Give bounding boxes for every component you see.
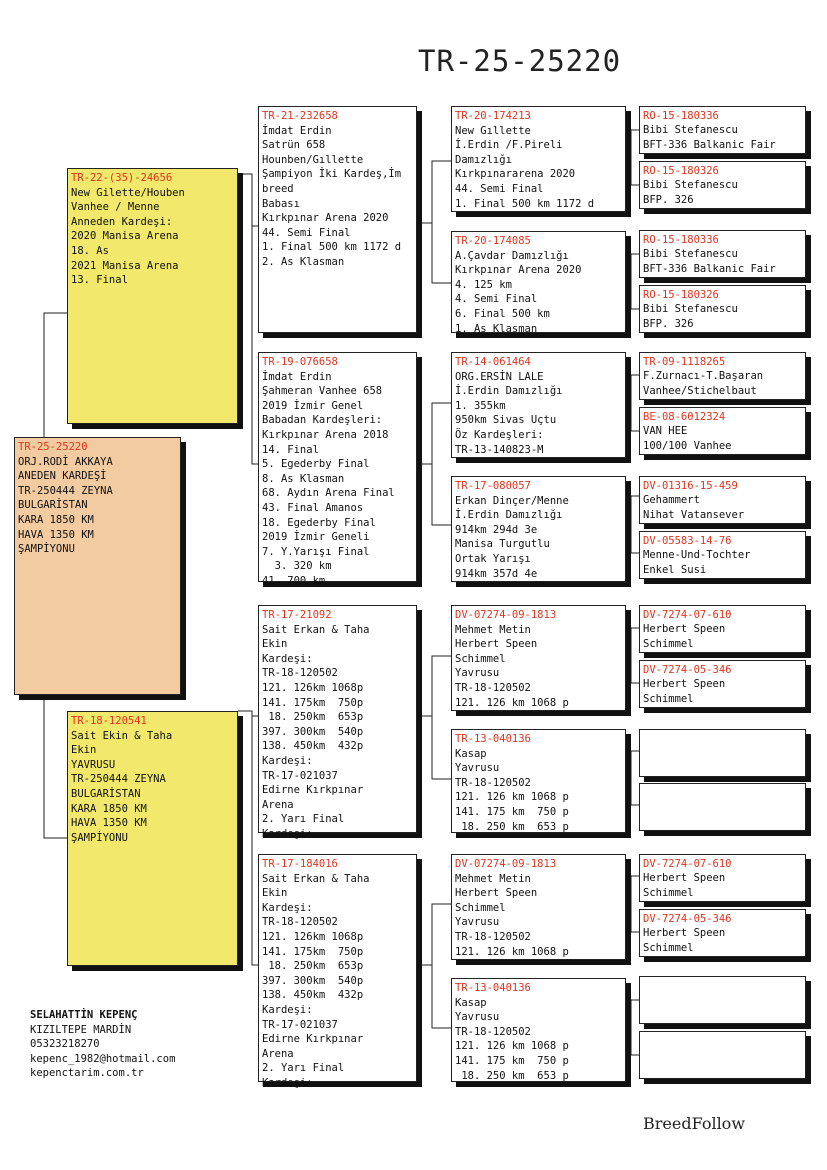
card-line: BFT-336 Balkanic Fair — [643, 262, 776, 275]
card-line: Ekin — [262, 638, 288, 651]
card-line: 141. 175km 750p — [262, 945, 364, 958]
ring-number: TR-17-080057 — [455, 480, 531, 492]
owner-info — [30, 1008, 175, 1081]
card-line: İ.Erdin Damızlığı — [455, 509, 563, 522]
card-line: 138. 450km 432p — [262, 740, 364, 753]
card-line: Sait Ekin & Taha — [71, 729, 173, 742]
card-line: İ.Erdin /F.Pireli — [455, 139, 563, 152]
card-line: 397. 300km 540p — [262, 974, 364, 987]
card-line: Babadan Kardeşleri: — [262, 414, 383, 427]
card-line: 141. 175 km 750 p — [455, 1054, 569, 1067]
card-line: 121. 126km 1068p — [262, 681, 364, 694]
card-line: Damızlığı — [455, 153, 512, 166]
card-line: A.Çavdar Damızlığı — [455, 249, 569, 262]
card-line: TR-18-120502 — [455, 930, 531, 943]
card-line: TR-13-140823-M — [455, 443, 544, 456]
card-line: Schimmel — [643, 692, 694, 705]
card-line: 5. Egederby Final — [262, 458, 370, 471]
card-line: Kırkpınar Arena 2020 — [455, 264, 582, 277]
ring-number: TR-09-1118265 — [643, 356, 726, 368]
pedigree-card-gen5-3[interactable] — [639, 230, 806, 278]
card-line: BFT-336 Balkanic Fair — [643, 138, 776, 151]
card-line: 44. Semi Final — [455, 182, 544, 195]
card-line: BULGARİSTAN — [18, 499, 88, 512]
pedigree-card-gen4-5[interactable] — [451, 605, 626, 711]
card-line: 914km 294d 3e — [455, 523, 538, 536]
card-line: 138. 450km 432p — [262, 989, 364, 1002]
card-line: ORJ.RODİ AKKAYA — [18, 455, 113, 468]
card-line: Schimmel — [643, 886, 694, 899]
pedigree-card-sire[interactable] — [67, 168, 238, 424]
ring-number: RO-15-180336 — [643, 110, 719, 122]
card-line: Schimmel — [643, 637, 694, 650]
ring-number: TR-20-174085 — [455, 235, 531, 247]
ring-number: DV-07274-09-1813 — [455, 858, 557, 870]
card-line: Schimmel — [455, 901, 506, 914]
card-line: 1. As Klasman — [455, 322, 538, 335]
pedigree-card-gen4-4[interactable] — [451, 476, 626, 582]
pedigree-card-sire-sire[interactable] — [258, 106, 417, 333]
card-line: TR-18-120502 — [262, 667, 338, 680]
pedigree-card-gen5-5[interactable] — [639, 352, 806, 400]
ring-number: DV-7274-07-610 — [643, 858, 732, 870]
card-line: Herbert Speen — [643, 623, 726, 636]
ring-number: TR-17-21092 — [262, 609, 332, 621]
card-line: Kardeşi: — [262, 1076, 313, 1089]
ring-number: TR-18-120541 — [71, 715, 147, 727]
card-line: TR-18-120502 — [455, 681, 531, 694]
card-line: 18. 250 km 653 p — [455, 1069, 569, 1082]
card-line: TR-18-120502 — [262, 916, 338, 929]
card-line: Anneden Kardeşi: — [71, 215, 173, 228]
page-title: TR-25-25220 — [418, 44, 622, 78]
card-line: 4. Semi Final — [455, 293, 538, 306]
card-line: 44. Semi Final — [262, 226, 351, 239]
card-line: Ekin — [262, 887, 288, 900]
card-line: TR-250444 ZEYNA — [71, 773, 166, 786]
card-line: 1. Final 500 km 1172 d — [455, 197, 595, 210]
ring-number: RO-15-180326 — [643, 289, 719, 301]
card-line: Şahmeran Vanhee 658 — [262, 385, 383, 398]
card-line: HAVA 1350 KM — [18, 528, 94, 541]
card-line: HAVA 1350 KM — [71, 817, 147, 830]
card-line: Arena — [262, 798, 294, 811]
card-line: 2019 İzmir Geneli — [262, 531, 370, 544]
card-line: 1. 355km — [455, 399, 506, 412]
card-line: 6. Final 500 km — [455, 307, 550, 320]
pedigree-card-gen4-6[interactable] — [451, 729, 626, 833]
card-line: 18. 250km 653p — [262, 960, 364, 973]
pedigree-card-gen5-10[interactable] — [639, 660, 806, 708]
card-line: Sait Erkan & Taha — [262, 872, 370, 885]
card-line: BULGARİSTAN — [71, 787, 141, 800]
pedigree-card-subject[interactable] — [14, 437, 181, 695]
card-line: 18. Egederby Final — [262, 516, 376, 529]
card-line: TR-18-120502 — [455, 776, 531, 789]
pedigree-card-gen4-1[interactable] — [451, 106, 626, 212]
pedigree-card-gen5-9[interactable] — [639, 605, 806, 653]
card-line: 2020 Manisa Arena — [71, 230, 179, 243]
pedigree-card-dam-sire[interactable] — [258, 605, 417, 840]
ring-number: RO-15-180326 — [643, 165, 719, 177]
card-line: Bibi Stefanescu — [643, 124, 738, 137]
ring-number: TR-22-(35)-24656 — [71, 172, 173, 184]
card-line: BFP. 326 — [643, 193, 694, 206]
card-line: Menne-Und-Tochter — [643, 549, 751, 562]
card-line: VAN HEE — [643, 425, 688, 438]
ring-number: DV-07274-09-1813 — [455, 609, 557, 621]
card-line: Mehmet Metin — [455, 872, 531, 885]
card-line: 2. Yarı Final — [262, 813, 345, 826]
card-line: 68. Aydın Arena Final — [262, 487, 395, 500]
card-line: BFP. 326 — [643, 317, 694, 330]
ring-number: RO-15-180336 — [643, 234, 719, 246]
card-line: YAVRUSU — [71, 758, 116, 771]
card-line: ŞAMPİYONU — [71, 831, 128, 844]
pedigree-card-dam[interactable] — [67, 711, 238, 966]
card-line: 141. 175km 750p — [262, 696, 364, 709]
card-line: 121. 126km 1068p — [262, 930, 364, 943]
ring-number: BE-08-6012324 — [643, 411, 726, 423]
card-line: 2021 Manisa Arena — [71, 259, 179, 272]
brand-logo: BreedFollow — [643, 1114, 746, 1133]
card-line: 100/100 Vanhee — [643, 439, 732, 452]
ring-number: TR-20-174213 — [455, 110, 531, 122]
card-line: 8. As Klasman — [262, 472, 345, 485]
card-line: 1. Final 500 km 1172 d — [262, 241, 402, 254]
ring-number: DV-7274-05-346 — [643, 664, 732, 676]
card-line: 121. 126 km 1068 p — [455, 696, 569, 709]
card-line: Edirne Kırkpınar — [262, 784, 364, 797]
ring-number: DV-01316-15-459 — [643, 480, 738, 492]
ring-number: TR-13-040136 — [455, 982, 531, 994]
pedigree-card-gen5-11[interactable] — [639, 729, 806, 777]
card-line: Kardeşi: — [262, 652, 313, 665]
card-line: 121. 126 km 1068 p — [455, 791, 569, 804]
card-line: Kardeşi: — [262, 1003, 313, 1016]
ring-number: TR-14-061464 — [455, 356, 531, 368]
pedigree-card-gen5-6[interactable] — [639, 407, 806, 455]
card-line: Herbert Speen — [643, 678, 726, 691]
card-line: Babası — [262, 197, 300, 210]
card-line: 43. Final Amanos — [262, 501, 364, 514]
card-line: Mehmet Metin — [455, 623, 531, 636]
ring-number: DV-05583-14-76 — [643, 535, 732, 547]
card-line: Ortak Yarışı — [455, 552, 531, 565]
ring-number: DV-7274-05-346 — [643, 913, 732, 925]
card-line: Bibi Stefanescu — [643, 248, 738, 261]
ring-number: TR-13-040136 — [455, 733, 531, 745]
owner-email[interactable]: kepenc_1982@hotmail.com — [30, 1052, 176, 1065]
card-line: Vanhee / Menne — [71, 201, 160, 214]
pedigree-card-gen5-12[interactable] — [639, 783, 806, 831]
card-line: Bibi Stefanescu — [643, 303, 738, 316]
card-line: Schimmel — [643, 941, 694, 954]
card-line: 121. 126 km 1068 p — [455, 1040, 569, 1053]
card-line: Herbert Speen — [643, 927, 726, 940]
card-line: Herbert Speen — [455, 638, 538, 651]
card-line: breed — [262, 182, 294, 195]
card-line: Kırkpınararena 2020 — [455, 168, 576, 181]
card-line: Kardeşi: — [262, 901, 313, 914]
card-line: Manisa Turgutlu — [455, 538, 550, 551]
pedigree-card-gen5-2[interactable] — [639, 161, 806, 209]
card-line: Schimmel — [455, 652, 506, 665]
card-line: 14. Final — [262, 443, 319, 456]
card-line: 18. 250km 653p — [262, 711, 364, 724]
card-line: Öz Kardeşleri: — [455, 428, 544, 441]
ring-number: TR-19-076658 — [262, 356, 338, 368]
card-line: İmdat Erdin — [262, 124, 332, 137]
card-line: New Gilette/Houben — [71, 186, 185, 199]
card-line: Herbert Speen — [643, 872, 726, 885]
card-line: Sait Erkan & Taha — [262, 623, 370, 636]
pedigree-card-gen5-13[interactable] — [639, 854, 806, 902]
pedigree-card-gen5-7[interactable] — [639, 476, 806, 524]
card-line: Yavrusu — [455, 667, 500, 680]
card-line: Ekin — [71, 744, 97, 757]
ring-number: TR-17-184016 — [262, 858, 338, 870]
card-line: New Gıllette — [455, 124, 531, 137]
card-line: Gehammert — [643, 494, 700, 507]
card-line: 3. 320 km — [262, 560, 332, 573]
card-line: ANEDEN KARDEŞİ — [18, 470, 107, 483]
card-line: 2. As Klasman — [262, 255, 345, 268]
card-line: ORG.ERSİN LALE — [455, 370, 544, 383]
card-line: Kırkpınar Arena 2018 — [262, 428, 389, 441]
ring-number: DV-7274-07-610 — [643, 609, 732, 621]
card-line: Kırkpınar Arena 2020 — [262, 212, 389, 225]
card-line: Edirne Kırkpınar — [262, 1033, 364, 1046]
card-line: İmdat Erdin — [262, 370, 332, 383]
pedigree-card-gen5-1[interactable] — [639, 106, 806, 154]
pedigree-card-gen5-14[interactable] — [639, 909, 806, 957]
owner-website[interactable]: kepenctarim.com.tr — [30, 1067, 144, 1080]
card-line: Kasap — [455, 996, 487, 1009]
card-line: KARA 1850 KM — [18, 513, 94, 526]
card-line: Bibi Stefanescu — [643, 179, 738, 192]
card-line: Kardeşi: — [262, 754, 313, 767]
card-line: 2. Yarı Final — [262, 1062, 345, 1075]
pedigree-card-gen5-4[interactable] — [639, 285, 806, 333]
pedigree-card-gen4-3[interactable] — [451, 352, 626, 458]
pedigree-card-gen5-15[interactable] — [639, 976, 806, 1024]
card-line: Kardeşi: — [262, 827, 313, 840]
card-line: Yavrusu — [455, 916, 500, 929]
ring-number: TR-25-25220 — [18, 441, 88, 453]
card-line: F.Zurnacı-T.Başaran — [643, 370, 764, 383]
card-line: Erkan Dinçer/Menne — [455, 494, 569, 507]
ring-number: TR-21-232658 — [262, 110, 338, 122]
card-line: 397. 300km 540p — [262, 725, 364, 738]
card-line: 41. 700 km — [262, 574, 326, 587]
owner-city: KIZILTEPE MARDİN — [30, 1023, 132, 1036]
card-line: 7. Y.Yarışı Final — [262, 545, 370, 558]
card-line: 18. As — [71, 244, 109, 257]
card-line: Arena — [262, 1047, 294, 1060]
card-line: Kasap — [455, 747, 487, 760]
owner-phone: 05323218270 — [30, 1038, 100, 1051]
card-line: ŞAMPİYONU — [18, 543, 75, 556]
card-line: Satrün 658 — [262, 139, 326, 152]
card-line: 2019 İzmir Genel — [262, 399, 364, 412]
card-line: Hounben/Gıllette — [262, 153, 364, 166]
card-line: 121. 126 km 1068 p — [455, 945, 569, 958]
card-line: Herbert Speen — [455, 887, 538, 900]
card-line: Yavrusu — [455, 1011, 500, 1024]
card-line: TR-18-120502 — [455, 1025, 531, 1038]
pedigree-card-gen4-2[interactable] — [451, 231, 626, 333]
pedigree-card-gen5-16[interactable] — [639, 1031, 806, 1079]
card-line: Yavrusu — [455, 762, 500, 775]
card-line: TR-17-021037 — [262, 1018, 338, 1031]
pedigree-card-gen5-8[interactable] — [639, 531, 806, 579]
card-line: 13. Final — [71, 274, 128, 287]
card-line: 950km Sivas Uçtu — [455, 414, 557, 427]
card-line: TR-250444 ZEYNA — [18, 484, 113, 497]
card-line: 4. 125 km — [455, 278, 512, 291]
card-line: Vanhee/Stichelbaut — [643, 384, 757, 397]
card-line: 141. 175 km 750 p — [455, 805, 569, 818]
card-line: Şampiyon İki Kardeş,İm — [262, 168, 402, 181]
card-line: 18. 250 km 653 p — [455, 820, 569, 833]
card-line: 914km 357d 4e — [455, 567, 538, 580]
pedigree-card-gen4-7[interactable] — [451, 854, 626, 960]
owner-name: SELAHATTİN KEPENÇ — [30, 1009, 138, 1021]
card-line: Enkel Susi — [643, 563, 707, 576]
card-line: İ.Erdin Damızlığı — [455, 385, 563, 398]
pedigree-card-gen4-8[interactable] — [451, 978, 626, 1082]
card-line: TR-17-021037 — [262, 769, 338, 782]
pedigree-card-dam-dam[interactable] — [258, 854, 417, 1089]
pedigree-card-sire-dam[interactable] — [258, 352, 417, 587]
card-line: KARA 1850 KM — [71, 802, 147, 815]
card-line: Nihat Vatansever — [643, 508, 745, 521]
